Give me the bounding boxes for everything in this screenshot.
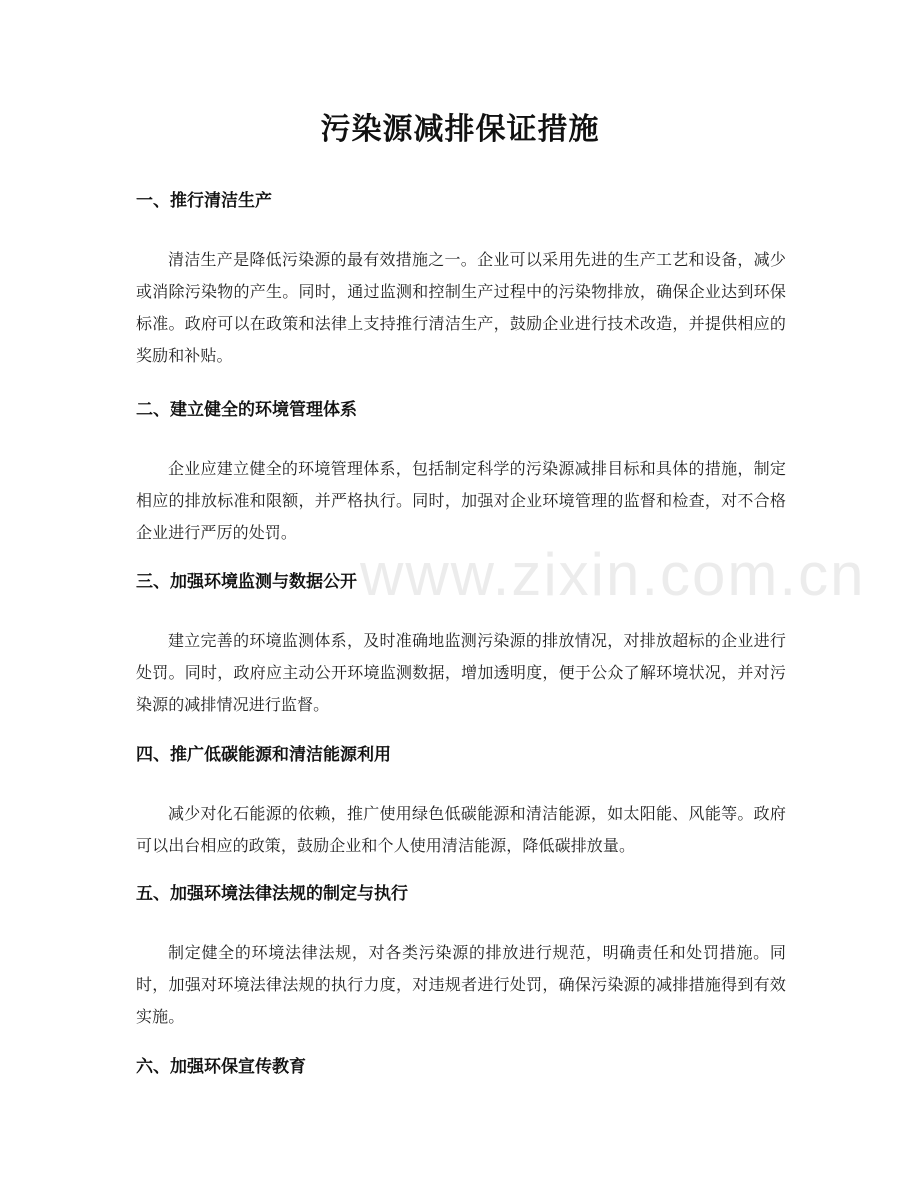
section-paragraph: 建立完善的环境监测体系，及时准确地监测污染源的排放情况，对排放超标的企业进行处罚。同时，政府应主动公开环境监测数据，增加透明度，便于公众了解环境状况，并对污染源的减排情况进行监督。	[136, 631, 786, 714]
section-heading: 五、加强环境法律法规的制定与执行	[136, 884, 408, 904]
section-heading: 一、推行清洁生产	[136, 191, 272, 211]
section-3	[136, 569, 786, 721]
section-paragraph: 企业应建立健全的环境管理体系，包括制定科学的污染源减排目标和具体的措施，制定相应的排放标准和限额，并严格执行。同时，加强对企业环境管理的监督和检查，对不合格企业进行严厉的处罚。	[136, 459, 786, 542]
section-paragraph: 清洁生产是降低污染源的最有效措施之一。企业可以采用先进的生产工艺和设备，减少或消除污染物的产生。同时，通过监测和控制生产过程中的污染物排放，确保企业达到环保标准。政府可以在政策和法律上支持推行清洁生产，鼓励企业进行技术改造，并提供相应的奖励和补贴。	[136, 250, 786, 365]
section-heading: 四、推广低碳能源和清洁能源利用	[136, 745, 391, 765]
section-2	[136, 397, 786, 549]
document-title: 污染源减排保证措施	[320, 112, 600, 147]
section-heading: 三、加强环境监测与数据公开	[136, 572, 357, 592]
section-heading: 二、建立健全的环境管理体系	[136, 400, 357, 420]
section-6	[136, 1054, 786, 1080]
watermark: www.zixin.com.cn	[360, 541, 866, 608]
section-5	[136, 881, 786, 1033]
section-4	[136, 742, 786, 862]
section-paragraph: 减少对化石能源的依赖，推广使用绿色低碳能源和清洁能源，如太阳能、风能等。政府可以出台相应的政策，鼓励企业和个人使用清洁能源，降低碳排放量。	[136, 804, 786, 855]
section-paragraph: 制定健全的环境法律法规，对各类污染源的排放进行规范，明确责任和处罚措施。同时，加强对环境法律法规的执行力度，对违规者进行处罚，确保污染源的减排措施得到有效实施。	[136, 943, 786, 1026]
section-1	[136, 188, 786, 372]
section-heading: 六、加强环保宣传教育	[136, 1057, 306, 1077]
